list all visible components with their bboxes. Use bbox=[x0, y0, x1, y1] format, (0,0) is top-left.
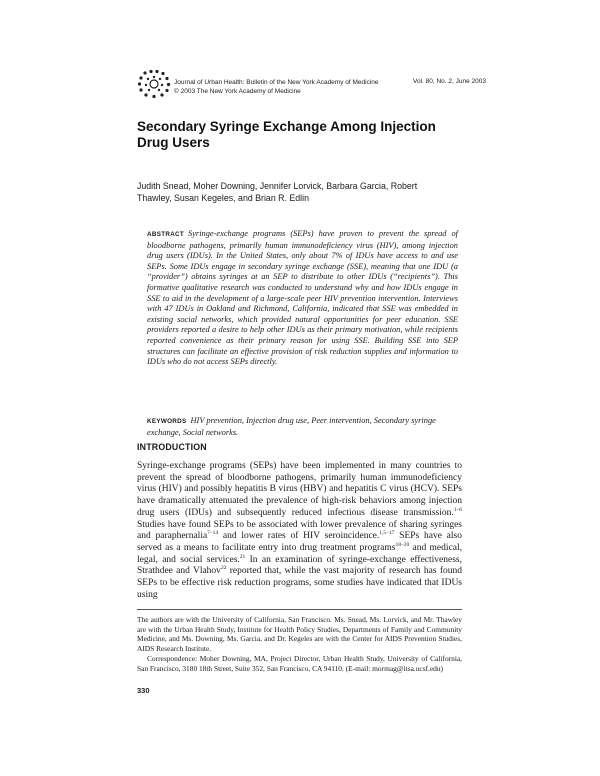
body-segment: and medical, legal, and social services. bbox=[137, 542, 462, 565]
footnote-divider bbox=[137, 609, 462, 610]
keywords-text: HIV prevention, Injection drug use, Peer intervention, Secondary syringe exchange, Social networks. bbox=[147, 416, 436, 437]
footnote bbox=[137, 615, 462, 674]
section-heading: INTRODUCTION bbox=[137, 442, 207, 452]
journal-header bbox=[174, 78, 379, 96]
author-list: Judith Snead, Moher Downing, Jennifer Lorvick, Barbara Garcia, Robert Thawley, Susan Kegeles, and Brian R. Edlin bbox=[137, 181, 418, 203]
citation-ref: 1–6 bbox=[453, 506, 462, 513]
body-segment: and lower rates of HIV seroincidence. bbox=[218, 531, 380, 542]
body-segment: Studies have found SEPs to be associated with lower prevalence of sharing syringes and paraphernalia bbox=[137, 519, 462, 542]
article-title: Secondary Syringe Exchange Among Injection Drug Users bbox=[137, 119, 436, 150]
citation-ref: 21 bbox=[239, 553, 246, 560]
abstract bbox=[147, 229, 458, 368]
correspondence: Correspondence: Moher Downing, MA, Project Director, Urban Health Study, University of California, San Francisco, 3180 18th Street, Suite 352, San Francisco, CA 94110. (E-mail: mormag@itsa.ucsf.edu) bbox=[137, 654, 462, 673]
keywords-label: KEYWORDS bbox=[147, 418, 187, 425]
body-text bbox=[137, 461, 462, 601]
body-segment: SEPs have also served as a means to facilitate entry into drug treatment programs bbox=[137, 531, 462, 553]
citation-ref: 1,5–17 bbox=[379, 530, 395, 537]
citation-ref: 18–20 bbox=[395, 541, 410, 548]
abstract-text: Syringe-exchange programs (SEPs) have proven to prevent the spread of bloodborne pathogens, primarily human immunodeficiency virus (HIV), among injection drug users (IDUs). In the United States, only about 7% of IDUs have access to and use SEPs. Some IDUs engage in secondary syringe exchange (SSE), meaning that one IDU (a “provider”) obtains syringes at an SEP to distribute to other IDUs (“recipients”). This formative qualitative research was conducted to understand why and how IDUs engage in SSE to aid in the development of a large-scale peer HIV prevention intervention. Interviews with 47 IDUs in Oakland and Richmond, California, indicated that SSE was embedded in existing social networks, which provided natural opportunities for peer education. SSE providers reported a desire to help other IDUs as their primary motivation, while recipients reported convenience as their primary reason for using SSE. Building SSE into SEP structures can facilitate an effective provision of risk reduction supplies and information to IDUs who do not access SEPs directly. bbox=[147, 229, 458, 367]
volume-info: Vol. 80, No. 2, June 2003 bbox=[413, 78, 486, 85]
copyright: © 2003 The New York Academy of Medicine bbox=[174, 88, 301, 95]
author-affiliations: The authors are with the University of California, San Francisco. Ms. Snead, Ms. Lorvick, and Mr. Thawley are with the Urban Health Study, Institute for Health Policy Studies, Departments of Family and Community Medicine, and Ms. Downing, Ms. Garcia, and Dr. Kegeles are with the Center for AIDS Prevention Studies, AIDS Research Institute. bbox=[137, 615, 462, 653]
page-number: 330 bbox=[137, 686, 150, 695]
nyam-logo bbox=[137, 69, 171, 99]
citation-ref: 7–14 bbox=[207, 530, 219, 537]
body-segment: Syringe-exchange programs (SEPs) have been implemented in many countries to prevent the spread of bloodborne pathogens, primarily human immunodeficiency virus (HIV) and possibly hepatitis B virus (HBV) and hepatitis C virus (HCV). SEPs have dramatically attenuated the prevalence of high-risk behaviors among injection drug users (IDUs) and subsequently reduced infectious disease transmission. bbox=[137, 461, 462, 518]
journal-name: Journal of Urban Health: Bulletin of the New York Academy of Medicine bbox=[174, 79, 379, 86]
body-segment: In an examination of syringe-exchange effectiveness, Strathdee and Vlahov bbox=[137, 554, 462, 577]
body-segment: reported that, while the vast majority of research has found SEPs to be effective risk reduction programs, some studies have indicated that IDUs using bbox=[137, 566, 462, 600]
citation-ref: 22 bbox=[220, 565, 227, 572]
abstract-label: ABSTRACT bbox=[147, 231, 185, 238]
keywords bbox=[147, 416, 458, 438]
